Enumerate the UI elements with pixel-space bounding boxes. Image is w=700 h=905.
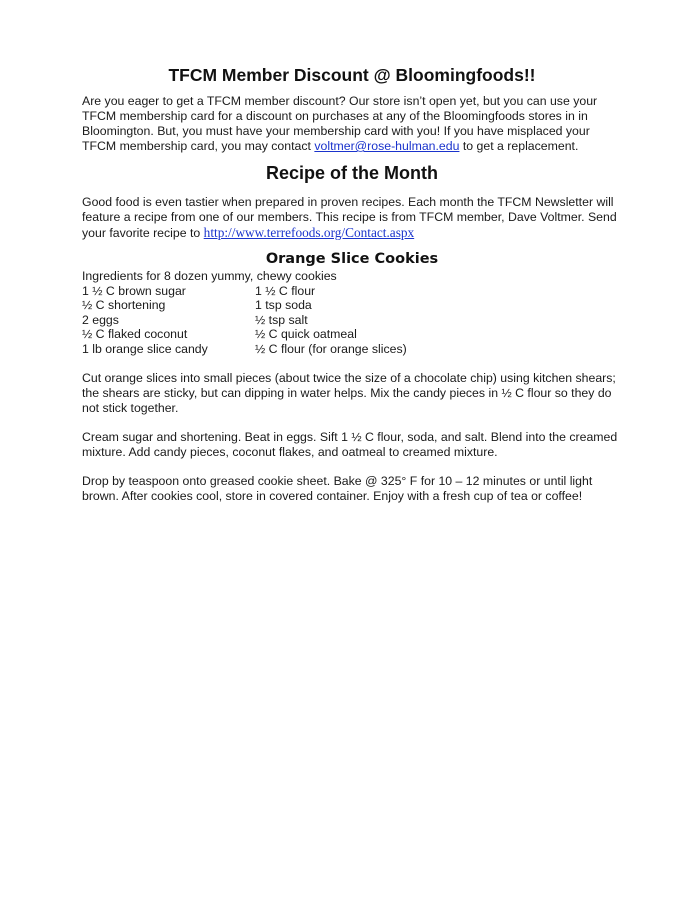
recipe-intro-text: Good food is even tastier when prepared in proven recipes. Each month the TFCM Newsletter will feature a recipe from one of our members. This recipe is from TFCM member, Dave Voltmer. Send your favorite recipe to (82, 195, 617, 240)
intro-text-end: to get a replacement. (459, 139, 579, 153)
page-title: TFCM Member Discount @ Bloomingfoods!! (168, 65, 536, 85)
recipe-of-month-heading: Recipe of the Month (266, 163, 438, 183)
ingredients-intro: Ingredients for 8 dozen yummy, chewy cookies (82, 269, 337, 283)
ingredient-item: 1 ½ C brown sugar (82, 283, 186, 298)
recipe-title: Orange Slice Cookies (265, 251, 439, 267)
intro-text: Are you eager to get a TFCM member discount? Our store isn’t open yet, but you can use your TFCM membership card for a discount on purchases at any of the Bloomingfoods stores in in Bloomington. But, you must have your membership card with you! If you have misplaced your TFCM membership card, you may contact (82, 94, 598, 153)
contact-link[interactable]: http://www.terrefoods.org/Contact.aspx (203, 225, 415, 240)
ingredient-item: 1 ½ C flour (255, 283, 316, 298)
recipe-intro-paragraph (82, 195, 622, 241)
ingredient-item: ½ tsp salt (255, 312, 308, 327)
ingredient-item: 1 tsp soda (255, 298, 312, 312)
ingredient-item: ½ C flour (for orange slices) (255, 341, 407, 356)
ingredient-item: ½ C shortening (82, 298, 166, 312)
intro-paragraph (82, 94, 622, 154)
recipe-step: Cream sugar and shortening. Beat in eggs. Sift 1 ½ C flour, soda, and salt. Blend into the creamed mixture. Add candy pieces, coconut flakes, and oatmeal to creamed mixture. (82, 430, 618, 459)
document-content (82, 64, 622, 504)
ingredient-item: ½ C flaked coconut (82, 327, 188, 341)
email-link[interactable]: voltmer@rose-hulman.edu (314, 139, 460, 153)
recipe-step: Drop by teaspoon onto greased cookie sheet. Bake @ 325° F for 10 – 12 minutes or until light brown. After cookies cool, store in covered container. Enjoy with a fresh cup of tea or coffee! (82, 474, 593, 503)
ingredient-item: ½ C quick oatmeal (255, 327, 357, 341)
ingredients-list (82, 284, 622, 357)
recipe-step: Cut orange slices into small pieces (about twice the size of a chocolate chip) using kitchen shears; the shears are sticky, but can dipping in water helps. Mix the candy pieces in ½ C flour so they do not stick together. (82, 371, 616, 415)
ingredient-item: 2 eggs (82, 312, 119, 327)
ingredient-item: 1 lb orange slice candy (82, 341, 208, 356)
